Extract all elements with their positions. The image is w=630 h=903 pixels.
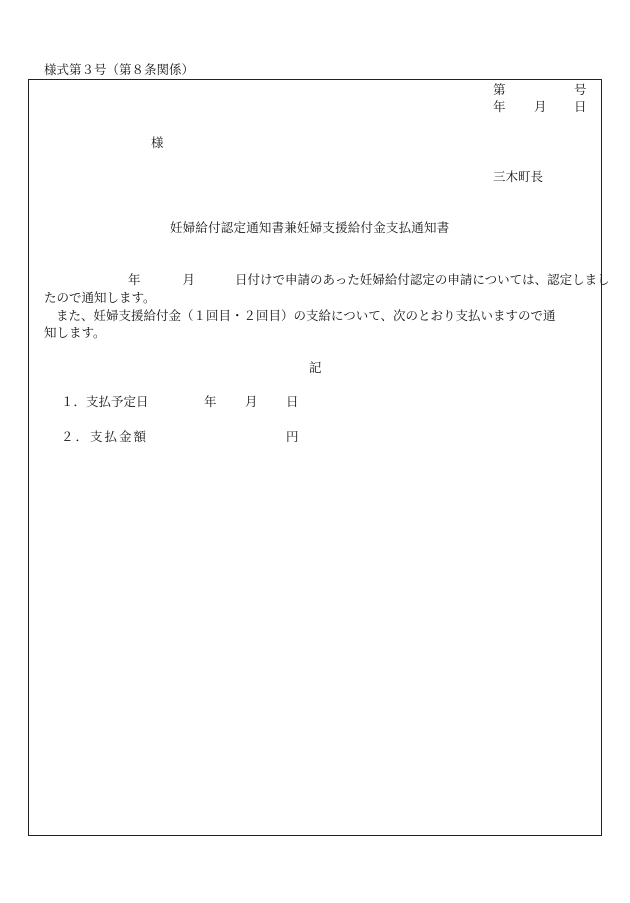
payment-date-label: １．支払予定日 xyxy=(61,394,149,409)
ki-heading: 記 xyxy=(309,360,322,375)
form-number-label: 様式第３号（第８条関係） xyxy=(44,62,195,77)
payment-date-month: 月 xyxy=(245,394,258,409)
payment-amount-unit: 円 xyxy=(286,429,299,444)
payment-amount-label: ２．支払金額 xyxy=(61,429,149,444)
body-paragraph-1-text: 日付けで申請のあった妊婦給付認定の申請については、認定しまし xyxy=(235,272,610,287)
body-paragraph-2-line-2: 知します。 xyxy=(44,325,106,340)
document-number-prefix: 第 xyxy=(493,82,506,97)
issuer-name: 三木町長 xyxy=(493,169,544,184)
recipient-honorific: 様 xyxy=(151,135,164,150)
body-date-month: 月 xyxy=(182,272,196,287)
body-paragraph-1-line-1 xyxy=(44,274,610,287)
issue-date-year: 年 xyxy=(493,99,506,114)
issue-date-day: 日 xyxy=(574,99,587,114)
issue-date-month: 月 xyxy=(534,99,547,114)
body-date-year: 年 xyxy=(128,272,141,287)
document-title: 妊婦給付認定通知書兼妊婦支援給付金支払通知書 xyxy=(170,220,450,235)
document-number-suffix: 号 xyxy=(574,82,587,97)
body-paragraph-2-text: また、妊婦支援給付金（１回目・２回目）の支給について、次のとおり支払いますので通 xyxy=(56,308,556,323)
body-paragraph-2-line-1 xyxy=(44,310,556,323)
payment-date-day: 日 xyxy=(286,394,299,409)
document-frame xyxy=(28,79,602,836)
payment-date-year: 年 xyxy=(204,394,217,409)
body-paragraph-1-line-2: たので通知します。 xyxy=(44,290,156,305)
